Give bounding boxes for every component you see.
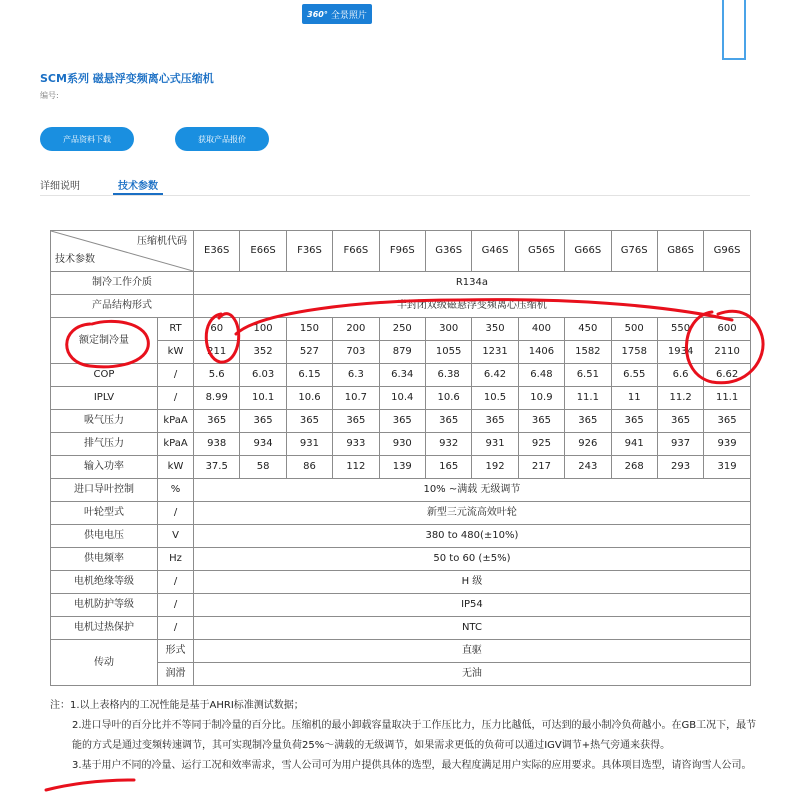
table-cell: 37.5 — [194, 456, 240, 479]
table-cell: 931 — [286, 433, 332, 456]
table-row — [51, 364, 751, 387]
row-label: COP — [51, 364, 158, 387]
table-cell: 6.55 — [611, 364, 657, 387]
table-cell: 365 — [379, 410, 425, 433]
table-cell: 10.5 — [472, 387, 518, 410]
active-tab-indicator — [113, 193, 163, 195]
table-cell: 11 — [611, 387, 657, 410]
note-1: 注：1.以上表格内的工况性能是基于AHRI标准测试数据； — [50, 700, 304, 711]
table-cell: 939 — [704, 433, 751, 456]
table-row — [51, 272, 751, 295]
table-cell: 10.4 — [379, 387, 425, 410]
table-row — [51, 479, 751, 502]
table-cell: 365 — [704, 410, 751, 433]
annotation-underline — [46, 780, 134, 790]
row-value: IP54 — [194, 594, 751, 617]
row-label: 制冷工作介质 — [51, 272, 194, 295]
table-cell: 10.7 — [333, 387, 379, 410]
table-cell: 926 — [565, 433, 611, 456]
table-cell: 293 — [657, 456, 703, 479]
table-row — [51, 617, 751, 640]
table-corner-cell — [51, 231, 194, 272]
row-label: 排气压力 — [51, 433, 158, 456]
table-cell: 250 — [379, 318, 425, 341]
product-title: SCM系列 磁悬浮变频离心式压缩机 — [40, 72, 214, 85]
table-cell: 365 — [194, 410, 240, 433]
row-label: 电机过热保护 — [51, 617, 158, 640]
table-cell: 6.42 — [472, 364, 518, 387]
table-cell: 352 — [240, 341, 286, 364]
row-unit: / — [158, 594, 194, 617]
table-cell: 6.6 — [657, 364, 703, 387]
table-cell: 2110 — [704, 341, 751, 364]
table-cell: 6.34 — [379, 364, 425, 387]
model-header: G46S — [472, 231, 518, 272]
model-header: G66S — [565, 231, 611, 272]
row-unit: / — [158, 502, 194, 525]
table-cell: 11.1 — [565, 387, 611, 410]
side-panel-frame — [722, 0, 746, 60]
table-cell: 8.99 — [194, 387, 240, 410]
table-cell: 879 — [379, 341, 425, 364]
notes-section — [50, 696, 760, 776]
table-cell: 938 — [194, 433, 240, 456]
panorama-label: 全景照片 — [330, 10, 367, 21]
table-cell: 365 — [286, 410, 332, 433]
model-header: G76S — [611, 231, 657, 272]
row-value: 直驱 — [194, 640, 751, 663]
row-unit: 润滑 — [158, 663, 194, 686]
table-cell: 703 — [333, 341, 379, 364]
table-cell: 268 — [611, 456, 657, 479]
table-cell: 365 — [657, 410, 703, 433]
table-cell: 300 — [425, 318, 471, 341]
row-value: 10% ~满载 无级调节 — [194, 479, 751, 502]
model-header: F96S — [379, 231, 425, 272]
table-row — [51, 410, 751, 433]
row-label: 电机绝缘等级 — [51, 571, 158, 594]
model-header: F66S — [333, 231, 379, 272]
table-cell: 527 — [286, 341, 332, 364]
note-3: 3.基于用户不同的冷量、运行工况和效率需求，雪人公司可为用户提供具体的选型，最大程度满足用户实际的应用要求。具体项目选型，请咨询雪人公司。 — [72, 760, 752, 771]
panorama-360-icon: 360° — [307, 9, 328, 19]
table-cell: 365 — [333, 410, 379, 433]
model-header: G96S — [704, 231, 751, 272]
table-cell: 1582 — [565, 341, 611, 364]
row-unit: RT — [158, 318, 194, 341]
table-cell: 500 — [611, 318, 657, 341]
table-cell: 1231 — [472, 341, 518, 364]
row-value: 380 to 480(±10%) — [194, 525, 751, 548]
row-unit: % — [158, 479, 194, 502]
table-cell: 243 — [565, 456, 611, 479]
table-header-row — [51, 231, 751, 272]
row-unit: kPaA — [158, 433, 194, 456]
table-cell: 319 — [704, 456, 751, 479]
tab-details[interactable]: 详细说明 — [40, 181, 80, 192]
product-code-label: 编号: — [40, 91, 59, 100]
model-header: G56S — [518, 231, 564, 272]
table-cell: 6.62 — [704, 364, 751, 387]
table-cell: 11.2 — [657, 387, 703, 410]
table-cell: 930 — [379, 433, 425, 456]
table-cell: 365 — [425, 410, 471, 433]
row-label: 额定制冷量 — [51, 318, 158, 364]
table-cell: 1406 — [518, 341, 564, 364]
model-header: G86S — [657, 231, 703, 272]
table-cell: 6.51 — [565, 364, 611, 387]
table-cell: 365 — [565, 410, 611, 433]
model-header: E36S — [194, 231, 240, 272]
row-label: 输入功率 — [51, 456, 158, 479]
table-cell: 10.1 — [240, 387, 286, 410]
table-cell: 5.6 — [194, 364, 240, 387]
table-cell: 925 — [518, 433, 564, 456]
row-unit: Hz — [158, 548, 194, 571]
row-unit: kW — [158, 341, 194, 364]
table-row — [51, 640, 751, 663]
row-value: NTC — [194, 617, 751, 640]
table-cell: 6.48 — [518, 364, 564, 387]
table-row — [51, 318, 751, 341]
table-cell: 931 — [472, 433, 518, 456]
row-unit: 形式 — [158, 640, 194, 663]
table-cell: 450 — [565, 318, 611, 341]
table-cell: 211 — [194, 341, 240, 364]
model-header: G36S — [425, 231, 471, 272]
row-value: 新型三元流高效叶轮 — [194, 502, 751, 525]
table-cell: 550 — [657, 318, 703, 341]
row-value: H 级 — [194, 571, 751, 594]
table-row — [51, 502, 751, 525]
corner-label-params: 技术参数 — [55, 254, 95, 265]
table-cell: 934 — [240, 433, 286, 456]
table-cell: 165 — [425, 456, 471, 479]
row-label: IPLV — [51, 387, 158, 410]
table-cell: 10.6 — [286, 387, 332, 410]
table-cell: 365 — [240, 410, 286, 433]
spec-table — [50, 230, 751, 686]
table-cell: 112 — [333, 456, 379, 479]
table-cell: 58 — [240, 456, 286, 479]
table-cell: 100 — [240, 318, 286, 341]
table-cell: 365 — [518, 410, 564, 433]
table-cell: 365 — [611, 410, 657, 433]
row-unit: / — [158, 364, 194, 387]
table-row — [51, 387, 751, 410]
row-label: 传动 — [51, 640, 158, 686]
table-cell: 365 — [472, 410, 518, 433]
table-cell: 1055 — [425, 341, 471, 364]
table-cell: 6.3 — [333, 364, 379, 387]
table-cell: 932 — [425, 433, 471, 456]
table-cell: 11.1 — [704, 387, 751, 410]
table-cell: 217 — [518, 456, 564, 479]
row-unit: kPaA — [158, 410, 194, 433]
download-brochure-button[interactable]: 产品资料下载 — [40, 127, 134, 151]
table-cell: 1758 — [611, 341, 657, 364]
table-cell: 937 — [657, 433, 703, 456]
model-header: F36S — [286, 231, 332, 272]
row-unit: / — [158, 617, 194, 640]
row-value: R134a — [194, 272, 751, 295]
row-unit: kW — [158, 456, 194, 479]
table-row — [51, 594, 751, 617]
row-label: 进口导叶控制 — [51, 479, 158, 502]
row-label: 吸气压力 — [51, 410, 158, 433]
table-cell: 6.15 — [286, 364, 332, 387]
table-cell: 933 — [333, 433, 379, 456]
table-cell: 150 — [286, 318, 332, 341]
table-cell: 600 — [704, 318, 751, 341]
table-cell: 1934 — [657, 341, 703, 364]
row-label: 叶轮型式 — [51, 502, 158, 525]
row-unit: / — [158, 387, 194, 410]
table-cell: 200 — [333, 318, 379, 341]
table-cell: 10.6 — [425, 387, 471, 410]
table-cell: 60 — [194, 318, 240, 341]
panorama-button[interactable] — [302, 4, 372, 24]
table-cell: 350 — [472, 318, 518, 341]
tab-specs[interactable]: 技术参数 — [118, 181, 158, 192]
table-cell: 139 — [379, 456, 425, 479]
row-unit: V — [158, 525, 194, 548]
row-value: 半封闭双级磁悬浮变频离心压缩机 — [194, 295, 751, 318]
row-value: 无油 — [194, 663, 751, 686]
tab-bar — [40, 171, 750, 196]
table-row — [51, 456, 751, 479]
get-quote-button[interactable]: 获取产品报价 — [175, 127, 269, 151]
row-label: 电机防护等级 — [51, 594, 158, 617]
note-2: 2.进口导叶的百分比并不等同于制冷量的百分比。压缩机的最小卸载容量取决于工作压比力，压力比越低，可达到的最小制冷负荷越小。在GB工况下，最节能的方式是通过变频转速调节，其可实现制冷量负荷25%～满载的无级调节，如果需求更低的负荷可以通过IGV调节+热气旁通来获得。 — [72, 720, 757, 751]
table-row — [51, 571, 751, 594]
table-cell: 10.9 — [518, 387, 564, 410]
row-unit: / — [158, 571, 194, 594]
table-row — [51, 525, 751, 548]
table-row — [51, 548, 751, 571]
table-cell: 6.38 — [425, 364, 471, 387]
table-cell: 86 — [286, 456, 332, 479]
table-cell: 941 — [611, 433, 657, 456]
corner-label-model: 压缩机代码 — [137, 236, 187, 247]
model-header: E66S — [240, 231, 286, 272]
table-cell: 192 — [472, 456, 518, 479]
row-label: 供电频率 — [51, 548, 158, 571]
table-row — [51, 433, 751, 456]
table-cell: 400 — [518, 318, 564, 341]
row-value: 50 to 60 (±5%) — [194, 548, 751, 571]
table-cell: 6.03 — [240, 364, 286, 387]
row-label: 产品结构形式 — [51, 295, 194, 318]
row-label: 供电电压 — [51, 525, 158, 548]
table-row — [51, 295, 751, 318]
